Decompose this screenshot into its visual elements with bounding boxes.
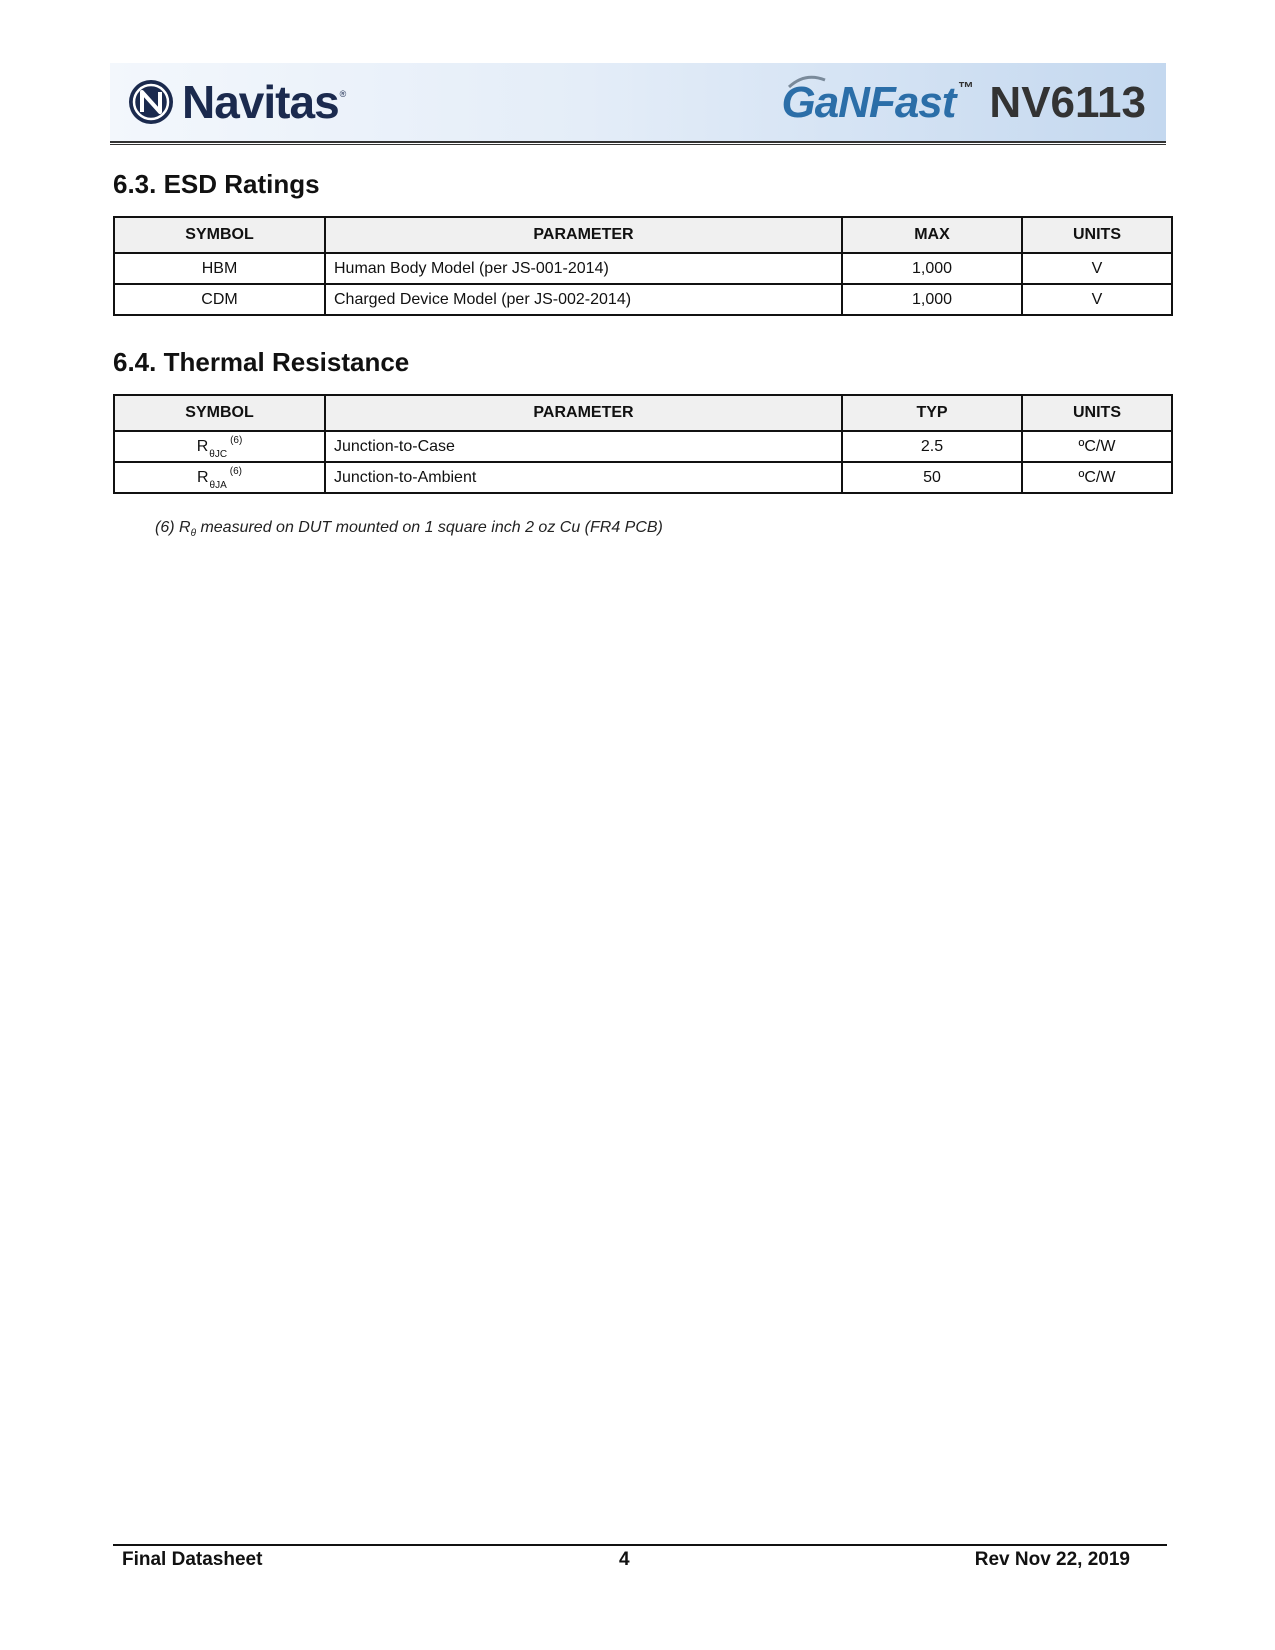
table-header-row — [114, 217, 1172, 253]
footnote-text: measured on DUT mounted on 1 square inch 2 oz Cu (FR4 PCB) — [196, 519, 663, 536]
navitas-logo — [128, 77, 346, 127]
thermal-resistance-table — [113, 394, 1173, 494]
thermal-symbol — [196, 434, 243, 460]
column-header-symbol: SYMBOL — [114, 217, 325, 253]
part-number: NV6113 — [989, 78, 1146, 127]
table-row — [114, 253, 1172, 284]
table-row — [114, 462, 1172, 493]
ganfast-swoosh-icon — [787, 74, 827, 88]
product-title — [781, 73, 1146, 133]
footer-revision: Rev Nov 22, 2019 — [974, 1549, 1130, 1570]
max-cell: 1,000 — [842, 253, 1022, 284]
esd-section-title: 6.3. ESD Ratings — [113, 169, 320, 199]
column-header-symbol: SYMBOL — [114, 395, 325, 431]
symbol-cell — [114, 431, 325, 462]
symbol-subscript: θJA — [209, 479, 227, 491]
registered-mark: ® — [339, 89, 347, 99]
symbol-subscript: θJC — [209, 448, 228, 460]
header-rule — [110, 141, 1166, 143]
navitas-logo-icon — [128, 79, 174, 125]
footer-rule — [113, 1544, 1167, 1546]
column-header-parameter: PARAMETER — [325, 395, 842, 431]
parameter-cell: Human Body Model (per JS-001-2014) — [325, 253, 842, 284]
footer-document-status: Final Datasheet — [122, 1549, 263, 1570]
column-header-max: MAX — [842, 217, 1022, 253]
footnote-ref: (6) — [230, 434, 243, 446]
footer-page-number: 4 — [619, 1549, 630, 1570]
typ-cell: 50 — [842, 462, 1022, 493]
units-cell: V — [1022, 253, 1172, 284]
trademark-mark: ™ — [957, 80, 974, 97]
footnote-subscript: θ — [190, 528, 196, 539]
table-header-row — [114, 395, 1172, 431]
symbol-cell: CDM — [114, 284, 325, 315]
table-row — [114, 284, 1172, 315]
table-row — [114, 431, 1172, 462]
units-cell: V — [1022, 284, 1172, 315]
brand-name: Navitas — [182, 76, 339, 128]
column-header-units: UNITS — [1022, 395, 1172, 431]
units-cell: ºC/W — [1022, 462, 1172, 493]
parameter-cell: Charged Device Model (per JS-002-2014) — [325, 284, 842, 315]
symbol-base: R — [196, 468, 209, 486]
parameter-cell: Junction-to-Ambient — [325, 462, 842, 493]
symbol-cell — [114, 462, 325, 493]
symbol-base: R — [196, 437, 209, 455]
symbol-cell: HBM — [114, 253, 325, 284]
header-rule-thin — [110, 144, 1166, 145]
ganfast-text: GaNFast — [781, 78, 956, 127]
footnote-ref: (6) — [229, 465, 243, 477]
thermal-section-title: 6.4. Thermal Resistance — [113, 347, 410, 377]
column-header-typ: TYP — [842, 395, 1022, 431]
page-header — [110, 63, 1166, 141]
parameter-cell: Junction-to-Case — [325, 431, 842, 462]
units-cell: ºC/W — [1022, 431, 1172, 462]
typ-cell: 2.5 — [842, 431, 1022, 462]
thermal-symbol — [196, 465, 243, 491]
esd-ratings-table — [113, 216, 1173, 316]
footnote-prefix: (6) R — [155, 519, 191, 536]
ganfast-logo — [781, 78, 955, 128]
column-header-units: UNITS — [1022, 217, 1172, 253]
column-header-parameter: PARAMETER — [325, 217, 842, 253]
footnote — [155, 519, 663, 537]
max-cell: 1,000 — [842, 284, 1022, 315]
